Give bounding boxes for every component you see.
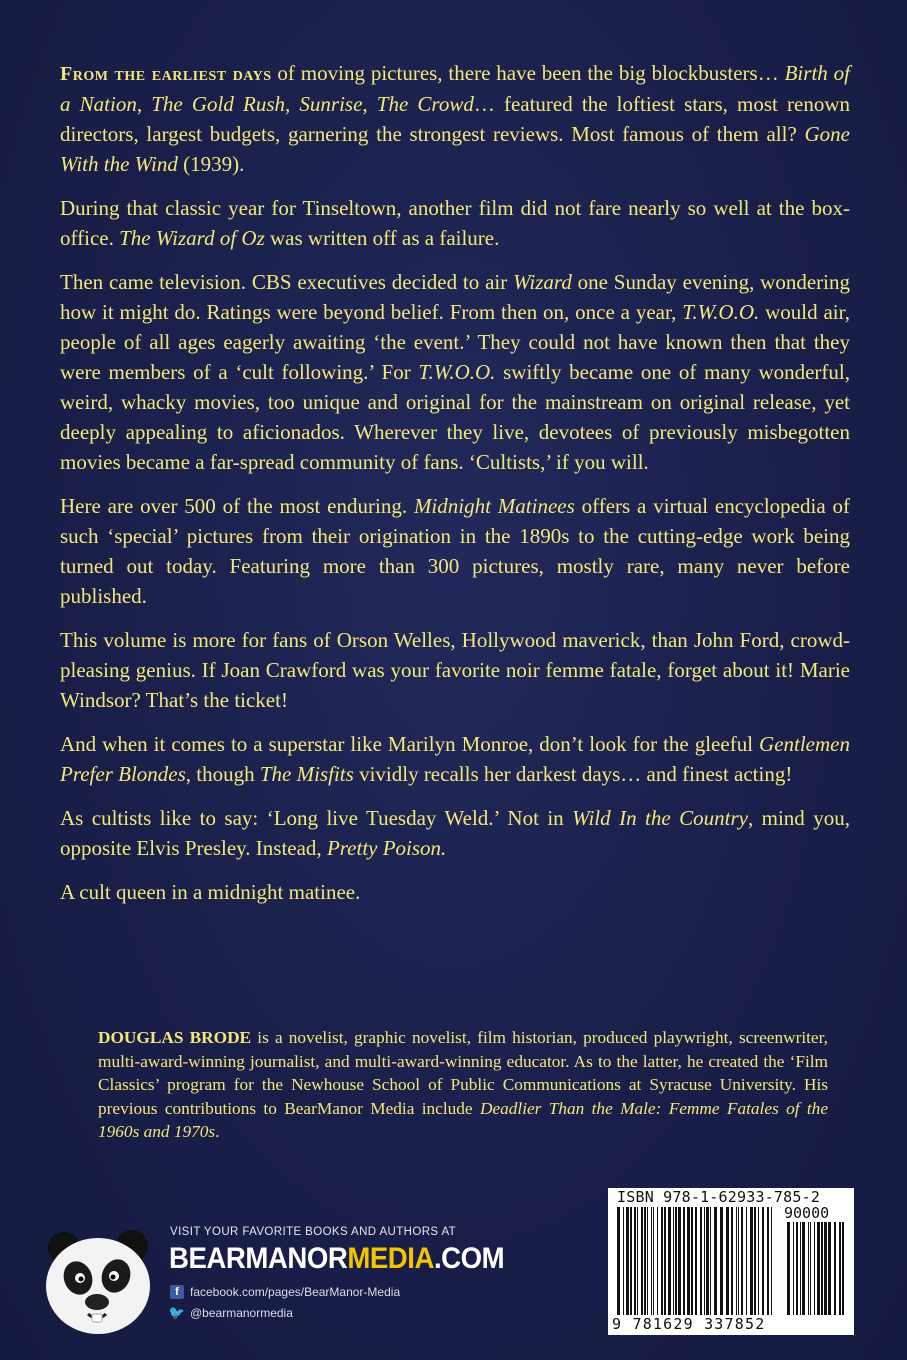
film-title: The Misfits [259,762,354,786]
brand-part: .COM [433,1242,505,1275]
blurb-paragraph-1 [60,58,850,179]
blurb-paragraph-8: A cult queen in a midnight matinee. [60,880,361,904]
panda-mascot-icon [40,1226,160,1338]
blurb-paragraph-2 [60,193,850,253]
barcode-bar [626,1207,629,1315]
barcode-bar [651,1207,652,1315]
barcode-addon-icon [786,1222,846,1315]
barcode-bar [787,1222,790,1315]
barcode-bar [754,1207,756,1315]
text-run: vividly recalls her darkest days… and finest acting! [353,762,793,786]
text-run: Then came television. CBS executives decided to air [60,270,514,294]
barcode-bar [634,1207,636,1315]
text-run: Here are over 500 of the most enduring. [60,494,414,518]
text-run: As cultists like to say: ‘Long live Tuesday Weld.’ Not in [60,806,573,830]
blurb-text [60,58,850,921]
isbn-label: ISBN 978-1-62933-785-2 [617,1188,821,1206]
barcode-bar [714,1207,717,1315]
twitter-icon: 🐦 [168,1305,186,1320]
barcode-bar [673,1207,674,1315]
barcode-bar [710,1207,711,1315]
text-run: , [362,92,377,116]
visit-tagline: VISIT YOUR FAVORITE BOOKS AND AUTHORS AT [170,1226,457,1238]
barcode-bar [706,1207,709,1315]
book-title: Deadlier Than the Male: Femme Fatales of the 1960s and 1970s [98,1098,828,1141]
barcode-bar [750,1207,753,1315]
barcode-bar [814,1222,815,1315]
blurb-paragraph-4 [60,491,850,611]
barcode-bar [842,1222,844,1315]
price-code: 90000 [784,1204,830,1222]
text-run: And when it comes to a superstar like Marilyn Monroe, don’t look for the gleeful [60,732,760,756]
barcode-bar [630,1207,632,1315]
barcode-bar [704,1207,705,1315]
barcode-bar [767,1207,769,1315]
barcode-bar [687,1207,690,1315]
book-title: Midnight Matinees [413,494,575,518]
barcode-bar [758,1207,759,1315]
facebook-url: facebook.com/pages/BearManor-Media [190,1285,401,1299]
barcode-bar [738,1207,739,1315]
text-run: , mind you, opposite Elvis Presley. Instead, [60,806,850,860]
barcode-bar [839,1222,841,1315]
barcode-bar [762,1207,764,1315]
text-run: offers a virtual encyclopedia of such ‘special’ pictures from their origination in the 1890s to the cutting-edge work being turned out today. Featuring more than 300 pictures, mostly rare, many never before published. [60,494,851,608]
film-title: T.W.O.O. [418,360,496,384]
film-title: T.W.O.O. [682,300,760,324]
lead-in: From the earliest days [60,63,272,85]
barcode-bar [664,1207,666,1315]
text-run: , [136,92,152,116]
film-title: Pretty Poison. [326,836,447,860]
barcode-bar [617,1207,620,1315]
author-name: DOUGLAS BRODE [98,1028,252,1047]
barcode-bar [695,1207,697,1315]
barcode-bar [817,1222,820,1315]
barcode-bar [731,1207,733,1315]
twitter-link[interactable] [170,1306,293,1320]
film-title: Gentlemen Prefer Blondes [60,732,850,786]
facebook-icon: f [170,1285,184,1299]
barcode-bar [720,1207,723,1315]
text-run: one Sunday evening, wondering how it might do. Ratings were beyond belief. From then on, once a year, [60,270,850,324]
barcode-bar [800,1222,801,1315]
brand-part-accent: MEDIA [347,1242,434,1275]
blurb-paragraph-3 [60,267,850,477]
author-bio [98,1026,828,1144]
text-run: swiftly became one of many wonderful, weird, whacky movies, too unique and original for the mainstream on original release, yet deeply appealing to aficionados. Wherever they live, devotees of previously misbegotten movies became a far-spread community of fans. ‘Cultists,’ if you will. [60,360,851,474]
barcode-bar [741,1207,743,1315]
text-run: , [285,92,300,116]
barcode-bar [678,1207,681,1315]
blurb-paragraph-5: This volume is more for fans of Orson Welles, Hollywood maverick, than John Ford, crowd-pleasing genius. If Joan Crawford was your favorite noir femme fatale, forget about it! Marie Windsor? That’s the ticket! [60,628,850,712]
text-run: was written off as a failure. [264,226,500,250]
barcode-main-icon [616,1207,776,1315]
text-run: . [215,1122,220,1141]
text-run: would air, people of all ages eagerly awaiting ‘the event.’ They could not have known then that they were members of a ‘cult following.’ For [60,300,851,384]
publisher-website-link[interactable] [169,1242,504,1276]
barcode-bar [726,1207,729,1315]
barcode-bar [746,1207,747,1315]
barcode-bar [793,1222,794,1315]
film-title: Wizard [513,270,572,294]
text-run: , though [185,762,260,786]
text-run: During that classic year for Tinseltown, another film did not fare nearly so well at the box-office. [60,196,850,250]
barcode-bar [771,1207,772,1315]
barcode-bar [668,1207,671,1315]
film-title: The Crowd [376,92,474,116]
barcode-bar [691,1207,693,1315]
barcode-bar [683,1207,685,1315]
barcode-bar [675,1207,677,1315]
barcode-bar [647,1207,648,1315]
barcode-bar [810,1222,811,1315]
barcode-bar [808,1222,809,1315]
barcode-bar [802,1222,805,1315]
barcode-bar [824,1222,827,1315]
film-title: Gone With the Wind [60,122,850,176]
film-title: Sunrise [299,92,363,116]
blurb-paragraph-6 [60,729,850,789]
brand-part: BEARMANOR [169,1242,348,1275]
blurb-paragraph-7 [60,803,850,863]
barcode-bar [700,1207,702,1315]
barcode-bar [637,1207,638,1315]
film-title: The Wizard of Oz [119,226,265,250]
text-run: … featured the loftiest stars, most renown directors, largest budgets, garnering the strongest reviews. Most famous of them all? [60,92,850,146]
isbn-digits: 9 781629 337852 [612,1315,766,1333]
barcode-bar [828,1222,831,1315]
barcode-bar [661,1207,663,1315]
text-run: (1939). [177,152,245,176]
facebook-link[interactable] [170,1285,400,1299]
film-title: The Gold Rush [151,92,285,116]
text-run: of moving pictures, there have been the big blockbusters… [271,61,785,85]
film-title: Wild In the Country [572,806,748,830]
film-title: Birth of a Nation [60,61,850,116]
barcode-bar [834,1222,836,1315]
barcode-bar [821,1222,823,1315]
barcode-bar [644,1207,646,1315]
barcode-bar [796,1222,798,1315]
barcode-bar [653,1207,654,1315]
text-run: is a novelist, graphic novelist, film historian, produced playwright, screenwriter, multi-award-winning journalist, and multi-award-winning educator. As to the latter, he created the ‘Film Classics’ program for the Newhouse School of Public Communications at Syracuse University. His previous contributions to BearManor Media include [98,1028,828,1118]
barcode-bar [736,1207,737,1315]
barcode-bar [657,1207,658,1315]
barcode-bar [641,1207,643,1315]
barcode-bar [623,1207,624,1315]
twitter-handle: @bearmanormedia [190,1306,293,1320]
